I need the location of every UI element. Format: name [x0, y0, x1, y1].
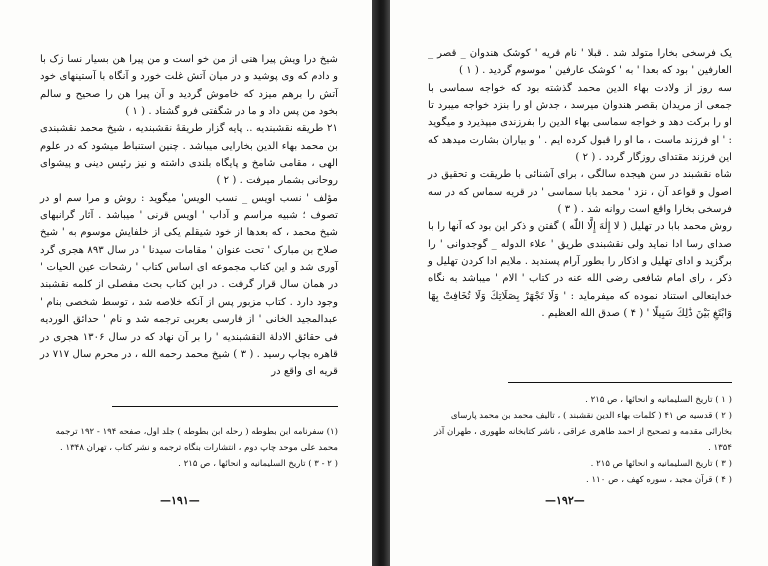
footnote: ( ۳ ) تاریخ السلیمانیه و انحائها ص ۲۱۵ .	[590, 459, 732, 469]
book-spine	[372, 0, 390, 566]
paragraph: مؤلف ' نسب اویس _ نسب الویس' میگوید : روش و مرا سم او در تصوف ؛ شبیه مراسم و آداب ' اویس قرنی ' میباشد . آثار گرانبهای شیخ محمد ، که بعدها از خود شیقلم یکی از خلفایش موسوم به ' شیخ صلاح بن مبارک ' تحت عنوان ' مقامات سیدنا ' در سال ۸۹۳ هجری گرد آوری شد و این کتاب مجموعه ای اساس کتاب ' رشحات عین الحیات ' در همان سال قرار گرفت . در این کتاب بحث مفصلی از کلمه نقشبند وجود دارد . کتاب مزبور پس از آنکه خلاصه شد ، توسط شخصی بنام ' عبدالمجید الخانی ' از فارسی بعربی ترجمه شد و نام ' حدائق الوردیه فی حقائق الادلة النقشبندیه ' را بر آن نهاد که در سال ۱۳۰۶ هجری در قاهره بچاپ رسید . ( ۳ ) شیخ محمد رحمه الله ، در محرم سال ۷۱۷ در قریه ای واقع در	[40, 192, 338, 378]
left-page-body	[40, 51, 338, 381]
paragraph: روش محمد بابا در تهلیل ( لا إِلٰهَ إِلَّا اللّٰه ) گفتن و ذکر این بود که آنها را با صدای رسا ادا نماید ولی نقشبندی طریق ' علاء الدوله _ گوجدوانی ' را برگزید و ادای تهلیل و اذکار را بطور آرام پسندید . ملایم ادا کردن تهلیل و ذکر ، رای امام شافعی رضی الله عنه در کتاب ' الام ' میباشد به نگاه خدایتعالی استناد نموده که میفرماید : ' وَلَا تَجْهَرْ بِصَلَاتِكَ وَلَا تُخَافِتْ بِهَا وَابْتَغِ بَيْنَ ذَٰلِكَ سَبِيلًا ' ( ۴ ) صدق الله العظیم .	[428, 221, 732, 320]
footnote: ( ۲ - ۳ ) تاریخ السلیمانیه و انحائها ، ص ۲۱۵ .	[178, 459, 338, 469]
page-number: —۱۹۲—	[545, 494, 585, 507]
paragraph: شیخ درا ویش پیرا هنی از من خو است و من پیرا هن بسیار نسا زک با و دادم که وی پوشید و در میان آتش غلت خورد و آنگاه با آستینهای خود آتش را برهم میزد که خاموش گردید و آن پیرا هن را صحیح و سالم بخود من پس داد و ما در شگفتی فرو گشتاد . ( ۱ )	[40, 54, 338, 118]
left-page	[0, 0, 372, 566]
footnote-divider	[112, 406, 338, 407]
footnote: ( ۲ ) قدسیه ص ۴۱ ( کلمات بهاء الدین نقشبند ) ، تالیف محمد بن محمد پارسای بخارائی مقدمه و تصحیح از احمد طاهری عراقی ، ناشر کتابخانه طهوری ، طهران آذر ۱۳۵۴ .	[433, 411, 732, 453]
footnote: (۱) سفرنامه ابن بطوطه ( رحله ابن بطوطه ) جلد اول، صفحه ۱۹۴ - ۱۹۲ ترجمه محمد علی موحد چاپ دوم ، انتشارات بنگاه ترجمه و نشر کتاب ، تهران ۱۳۴۸ .	[55, 427, 338, 453]
right-page-footnotes	[428, 392, 732, 488]
right-page-body	[428, 45, 732, 323]
paragraph: ۲۱ طریقه نقشبندیه .. پایه گزار طریقهٔ نقشبندیه ، شیخ محمد نقشبندی بن محمد بهاء الدین بخارایی میباشد . چنین استنباط میشود که در علوم الهی ، مقامی شامخ و پایگاه بلندی داشته و نیز رئیس دینی و پیشوای روحانی بشمار میرفت . ( ۲ )	[40, 123, 338, 187]
paragraph: یک فرسخی بخارا متولد شد . قبلا ' نام قریه ' کوشک هندوان _ قصر _ العارفین ' بود که بعدا ' به ' کوشک عارفین ' موسوم گردید . ( ۱ )	[428, 48, 732, 77]
left-page-footnotes	[40, 424, 338, 472]
footnote-divider	[508, 382, 732, 383]
paragraph: سه روز از ولادت بهاء الدین محمد گذشته بود که خواجه سماسی با جمعی از مریدان بقصر هندوان میرسد ، جدش او را بنزد خواجه میبرد تا او را برکت دهد و خواجه سماسی بهاء الدین را بفرزندی میپذیرد و میگوید : ' او فرزند ماست ، ما او را قبول کرده ایم . ' و بیاران بشارت میدهد که این فرزند مقتدای روزگار گردد . ( ۲ )	[428, 82, 732, 164]
right-page	[390, 0, 768, 566]
footnote: ( ۱ ) تاریخ السلیمانیه و انحائها ، ص ۲۱۵ .	[585, 395, 732, 405]
footnote: ( ۴ ) قرآن مجید ، سوره کهف ، ص ۱۱۰ .	[586, 475, 732, 485]
page-number: —۱۹۱—	[160, 494, 200, 507]
paragraph: شاه نقشبند در سن هیجده سالگی ، برای آشنائی با طریقت و تحقیق در اصول و قواعد آن ، نزد ' محمد بابا سماسی ' در قریه سماس که در سه فرسخی بخارا واقع است روانه شد . ( ۳ )	[428, 169, 732, 216]
